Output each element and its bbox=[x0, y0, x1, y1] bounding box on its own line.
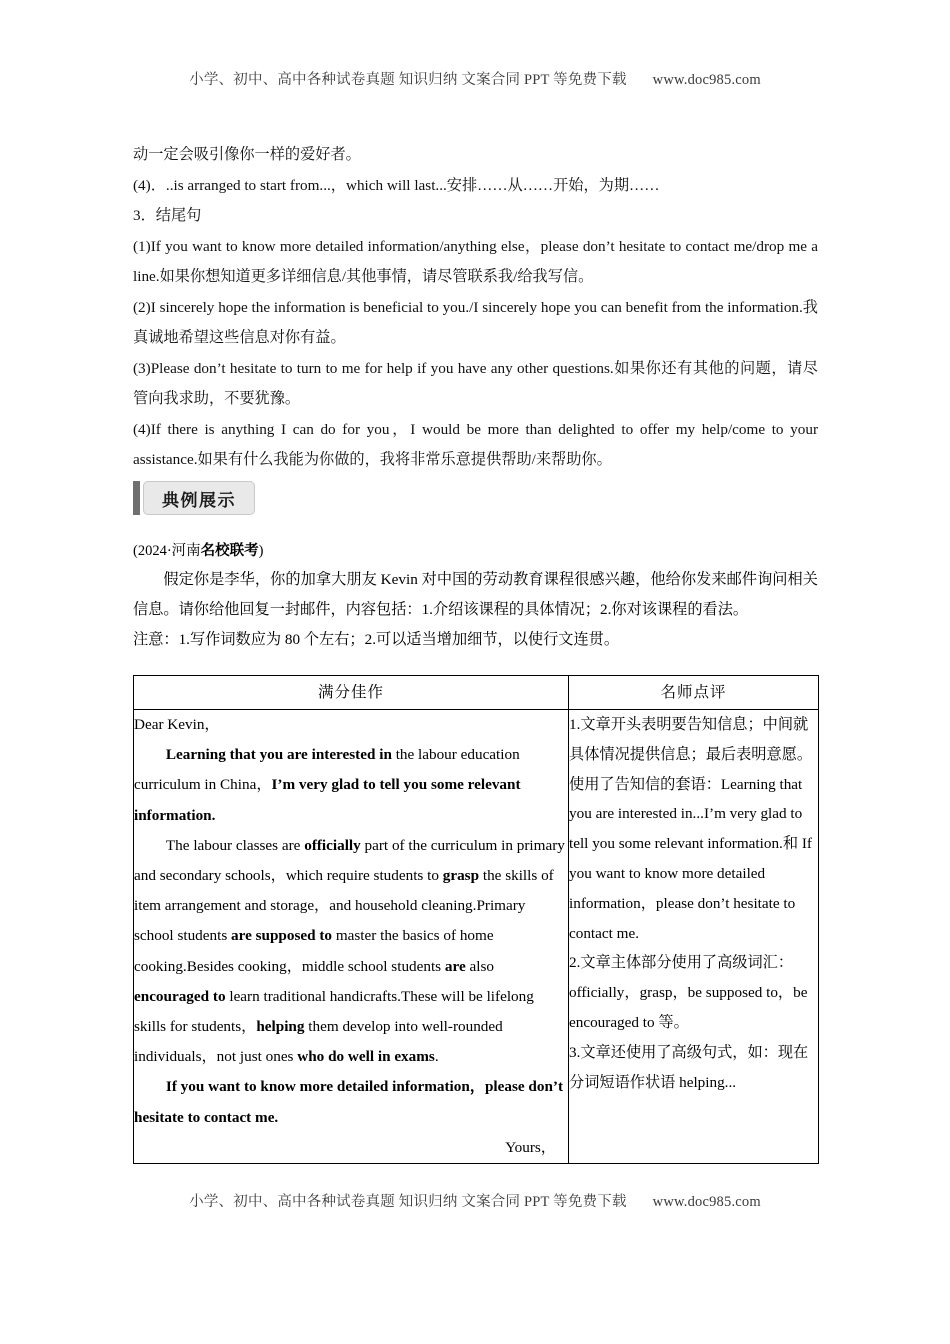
comment-item-1: 1.文章开头表明要告知信息；中间就具体情况提供信息；最后表明意愿。使用了告知信的套语：Learning that you are interested in...I’m very glad to tell you some relevant information.和 If you want to know more detailed information，please don’t hesitate to contact me. bbox=[569, 716, 812, 942]
essay-p3-bold: If you want to know more detailed information，please don’t hesitate to contact me. bbox=[134, 1078, 564, 1126]
essay-cell bbox=[134, 710, 569, 1164]
page-header-watermark bbox=[0, 68, 950, 89]
essay-p2-bold-helping: helping bbox=[256, 1018, 305, 1036]
essay-p2-seg-a: The labour classes are bbox=[165, 836, 305, 854]
essay-p2-bold-supposed: are supposed to bbox=[231, 927, 333, 945]
essay-p2-seg-i: also bbox=[465, 957, 494, 975]
prompt-source-prefix: (2024·河南 bbox=[133, 543, 201, 559]
comment-item-3: 3.文章还使用了高级句式，如：现在分词短语作状语 helping... bbox=[569, 1043, 809, 1091]
comment-cell bbox=[569, 710, 819, 1164]
table-header-comment: 名师点评 bbox=[569, 676, 819, 710]
essay-p2-seg-k: learn traditional handicrafts.These will be lifelong skills for students， bbox=[134, 987, 534, 1036]
section-heading bbox=[133, 481, 255, 515]
template-item-4: (4)．..is arranged to start from...，which will last...安排……从……开始，为期…… bbox=[133, 176, 660, 194]
essay-p1-bold-2: I’m very glad to tell you some relevant information. bbox=[134, 776, 521, 824]
footer-watermark-url: www.doc985.com bbox=[652, 1194, 761, 1210]
essay-salutation: Dear Kevin， bbox=[134, 716, 220, 733]
essay-p2-bold-officially: officially bbox=[304, 836, 361, 854]
table-body-row bbox=[134, 710, 819, 1164]
essay-p2-bold-exams: who do well in exams bbox=[297, 1048, 435, 1066]
prompt-source bbox=[133, 538, 818, 565]
table-header-essay: 满分佳作 bbox=[134, 676, 569, 710]
essay-p1-normal-1: the labour education curriculum in China， bbox=[134, 746, 520, 794]
essay-paragraph-2 bbox=[134, 831, 568, 1073]
essay-p2-seg-c: part of the curriculum in primary and secondary schools，which require students to bbox=[134, 836, 565, 885]
essay-paragraph-3 bbox=[134, 1072, 568, 1132]
essay-p2-seg-o: . bbox=[434, 1048, 439, 1066]
section-heading-bar bbox=[133, 481, 140, 515]
body-content bbox=[133, 140, 818, 476]
essay-p1-bold-1: Learning that you are interested in bbox=[165, 746, 392, 764]
essay-p2-bold-are: are bbox=[444, 957, 466, 975]
exam-prompt bbox=[133, 538, 818, 655]
watermark-url: www.doc985.com bbox=[652, 72, 761, 88]
essay-paragraph-1 bbox=[134, 740, 568, 831]
closing-sentence-3: (3)Please don’t hesitate to turn to me for help if you have any other questions.如果你还有其他的问题，请尽管向我求助，不要犹豫。 bbox=[133, 359, 818, 407]
comment-item-2: 2.文章主体部分使用了高级词汇：officially，grasp，be supposed to，be encouraged to 等。 bbox=[569, 954, 808, 1031]
footer-watermark-text: 小学、初中、高中各种试卷真题 知识归纳 文案合同 PPT 等免费下载 bbox=[189, 1194, 627, 1210]
subsection-title-closing: 3．结尾句 bbox=[133, 207, 202, 224]
prompt-source-suffix: ) bbox=[258, 543, 264, 559]
writing-sample-table bbox=[133, 675, 819, 1164]
closing-sentence-2: (2)I sincerely hope the information is beneficial to you./I sincerely hope you can benefit from the information.我真诚地希望这些信息对你有益。 bbox=[133, 298, 818, 346]
prompt-source-bold: 名校联考 bbox=[200, 543, 259, 559]
essay-p2-seg-m: them develop into well-rounded individuals，not just ones bbox=[134, 1018, 503, 1066]
essay-p2-seg-g: master the basics of home cooking.Besides cooking，middle school students bbox=[134, 927, 494, 975]
section-heading-label: 典例展示 bbox=[143, 481, 255, 515]
watermark-text: 小学、初中、高中各种试卷真题 知识归纳 文案合同 PPT 等免费下载 bbox=[189, 72, 627, 88]
essay-signature: Yours， bbox=[505, 1138, 556, 1156]
prompt-notes-text: 注意：1.写作词数应为 80 个左右；2.可以适当增加细节，以使行文连贯。 bbox=[133, 631, 619, 648]
carryover-line: 动一定会吸引像你一样的爱好者。 bbox=[133, 146, 361, 163]
essay-p2-seg-e: the skills of item arrangement and storage，and household cleaning.Primary school students bbox=[134, 867, 554, 945]
closing-sentence-1: (1)If you want to know more detailed information/anything else，please don’t hesitate to contact me/drop me a line.如果你想知道更多详细信息/其他事情，请尽管联系我/给我写信。 bbox=[133, 237, 818, 285]
essay-p2-bold-encouraged: encouraged to bbox=[134, 987, 226, 1005]
page-footer-watermark bbox=[0, 1190, 950, 1211]
table-header-row bbox=[134, 676, 819, 710]
prompt-task-text: 假定你是李华，你的加拿大朋友 Kevin 对中国的劳动教育课程很感兴趣，他给你发来邮件询问相关信息。请你给他回复一封邮件，内容包括：1.介绍该课程的具体情况；2.你对该课程的看法。 bbox=[133, 571, 818, 618]
closing-sentence-4: (4)If there is anything I can do for you，I would be more than delighted to offer my help/come to your assistance.如果有什么我能为你做的，我将非常乐意提供帮助/来帮助你。 bbox=[133, 420, 818, 468]
essay-p2-bold-grasp: grasp bbox=[442, 867, 480, 885]
